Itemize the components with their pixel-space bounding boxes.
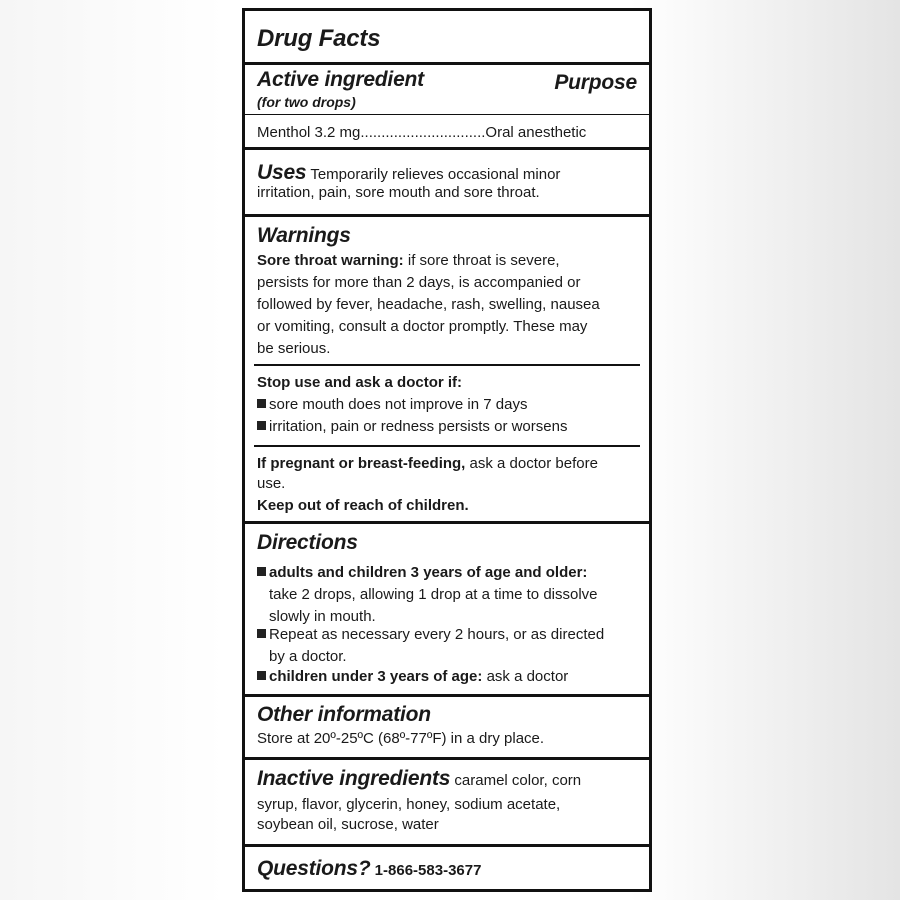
sore-throat-line-3: followed by fever, headache, rash, swelling, nausea [257,296,600,313]
warnings-heading: Warnings [257,224,351,247]
stop-use-item-text: sore mouth does not improve in 7 days [269,396,528,413]
stop-use-heading: Stop use and ask a doctor if: [257,374,463,391]
uses-heading: Uses [257,161,307,184]
uses-line-1 [257,161,637,185]
bullet-square-icon [257,421,266,430]
pregnancy-line-2: use. [257,475,286,492]
divider [254,445,640,447]
pregnancy-label: If pregnant or breast-feeding, [257,455,466,472]
directions-item-1-line-2: slowly in mouth. [269,608,376,625]
uses-text: Temporarily relieves occasional minor [310,166,561,183]
directions-item-2-line-1 [257,625,637,645]
pregnancy-text: ask a doctor before [465,455,598,472]
inactive-ingredients-line-1 [257,767,637,791]
inactive-ingredients-line-2: syrup, flavor, glycerin, honey, sodium acetate, [257,796,561,813]
stop-use-item [257,417,637,437]
other-information-heading: Other information [257,703,431,726]
questions-phone: 1-866-583-3677 [370,862,482,879]
panel-title: Drug Facts [257,25,381,52]
divider [245,844,649,847]
stop-use-item-text: irritation, pain or redness persists or worsens [269,418,568,435]
directions-item-1-label [257,563,637,583]
directions-item-1-line-1: take 2 drops, allowing 1 drop at a time to dissolve [269,586,598,603]
sore-throat-line-5: be serious. [257,340,331,357]
divider [245,147,649,150]
sore-throat-line-1 [257,251,637,271]
sore-throat-line-2: persists for more than 2 days, is accompanied or [257,274,581,291]
inactive-ingredients-heading: Inactive ingredients [257,767,451,790]
directions-heading: Directions [257,531,358,554]
pregnancy-line-1 [257,454,637,474]
sore-throat-line-4: or vomiting, consult a doctor promptly. These may [257,318,588,335]
dose-note: (for two drops) [257,94,356,110]
other-information-line: Store at 20º-25ºC (68º-77ºF) in a dry place. [257,730,545,747]
directions-item-3 [257,667,637,687]
inactive-ingredients-text: caramel color, corn [450,772,582,789]
stop-use-item [257,395,637,415]
divider [245,757,649,760]
bullet-square-icon [257,671,266,680]
directions-item-3-label: children under 3 years of age: [269,668,483,685]
inactive-ingredients-line-3: soybean oil, sucrose, water [257,816,439,833]
uses-line-2: irritation, pain, sore mouth and sore throat. [257,184,540,201]
divider [245,114,649,115]
keep-out-of-reach: Keep out of reach of children. [257,497,469,514]
divider [245,521,649,524]
divider [245,214,649,217]
questions-line [257,857,637,881]
directions-item-1-label-text: adults and children 3 years of age and older: [269,564,588,581]
divider [254,364,640,366]
active-ingredient-line: Menthol 3.2 mg..............................Oral anesthetic [257,124,587,141]
directions-item-3-text: ask a doctor [482,668,569,685]
sore-throat-text: if sore throat is severe, [403,252,560,269]
active-ingredient-heading: Active ingredient [257,68,424,91]
drug-facts-panel [242,8,652,892]
divider [245,62,649,65]
questions-heading: Questions? [257,857,371,880]
bullet-square-icon [257,567,266,576]
bullet-square-icon [257,399,266,408]
bullet-square-icon [257,629,266,638]
sore-throat-label: Sore throat warning: [257,252,404,269]
divider [245,694,649,697]
directions-item-2-text: Repeat as necessary every 2 hours, or as directed [269,626,605,643]
directions-item-2-line-2: by a doctor. [269,648,347,665]
purpose-heading: Purpose [554,71,637,94]
